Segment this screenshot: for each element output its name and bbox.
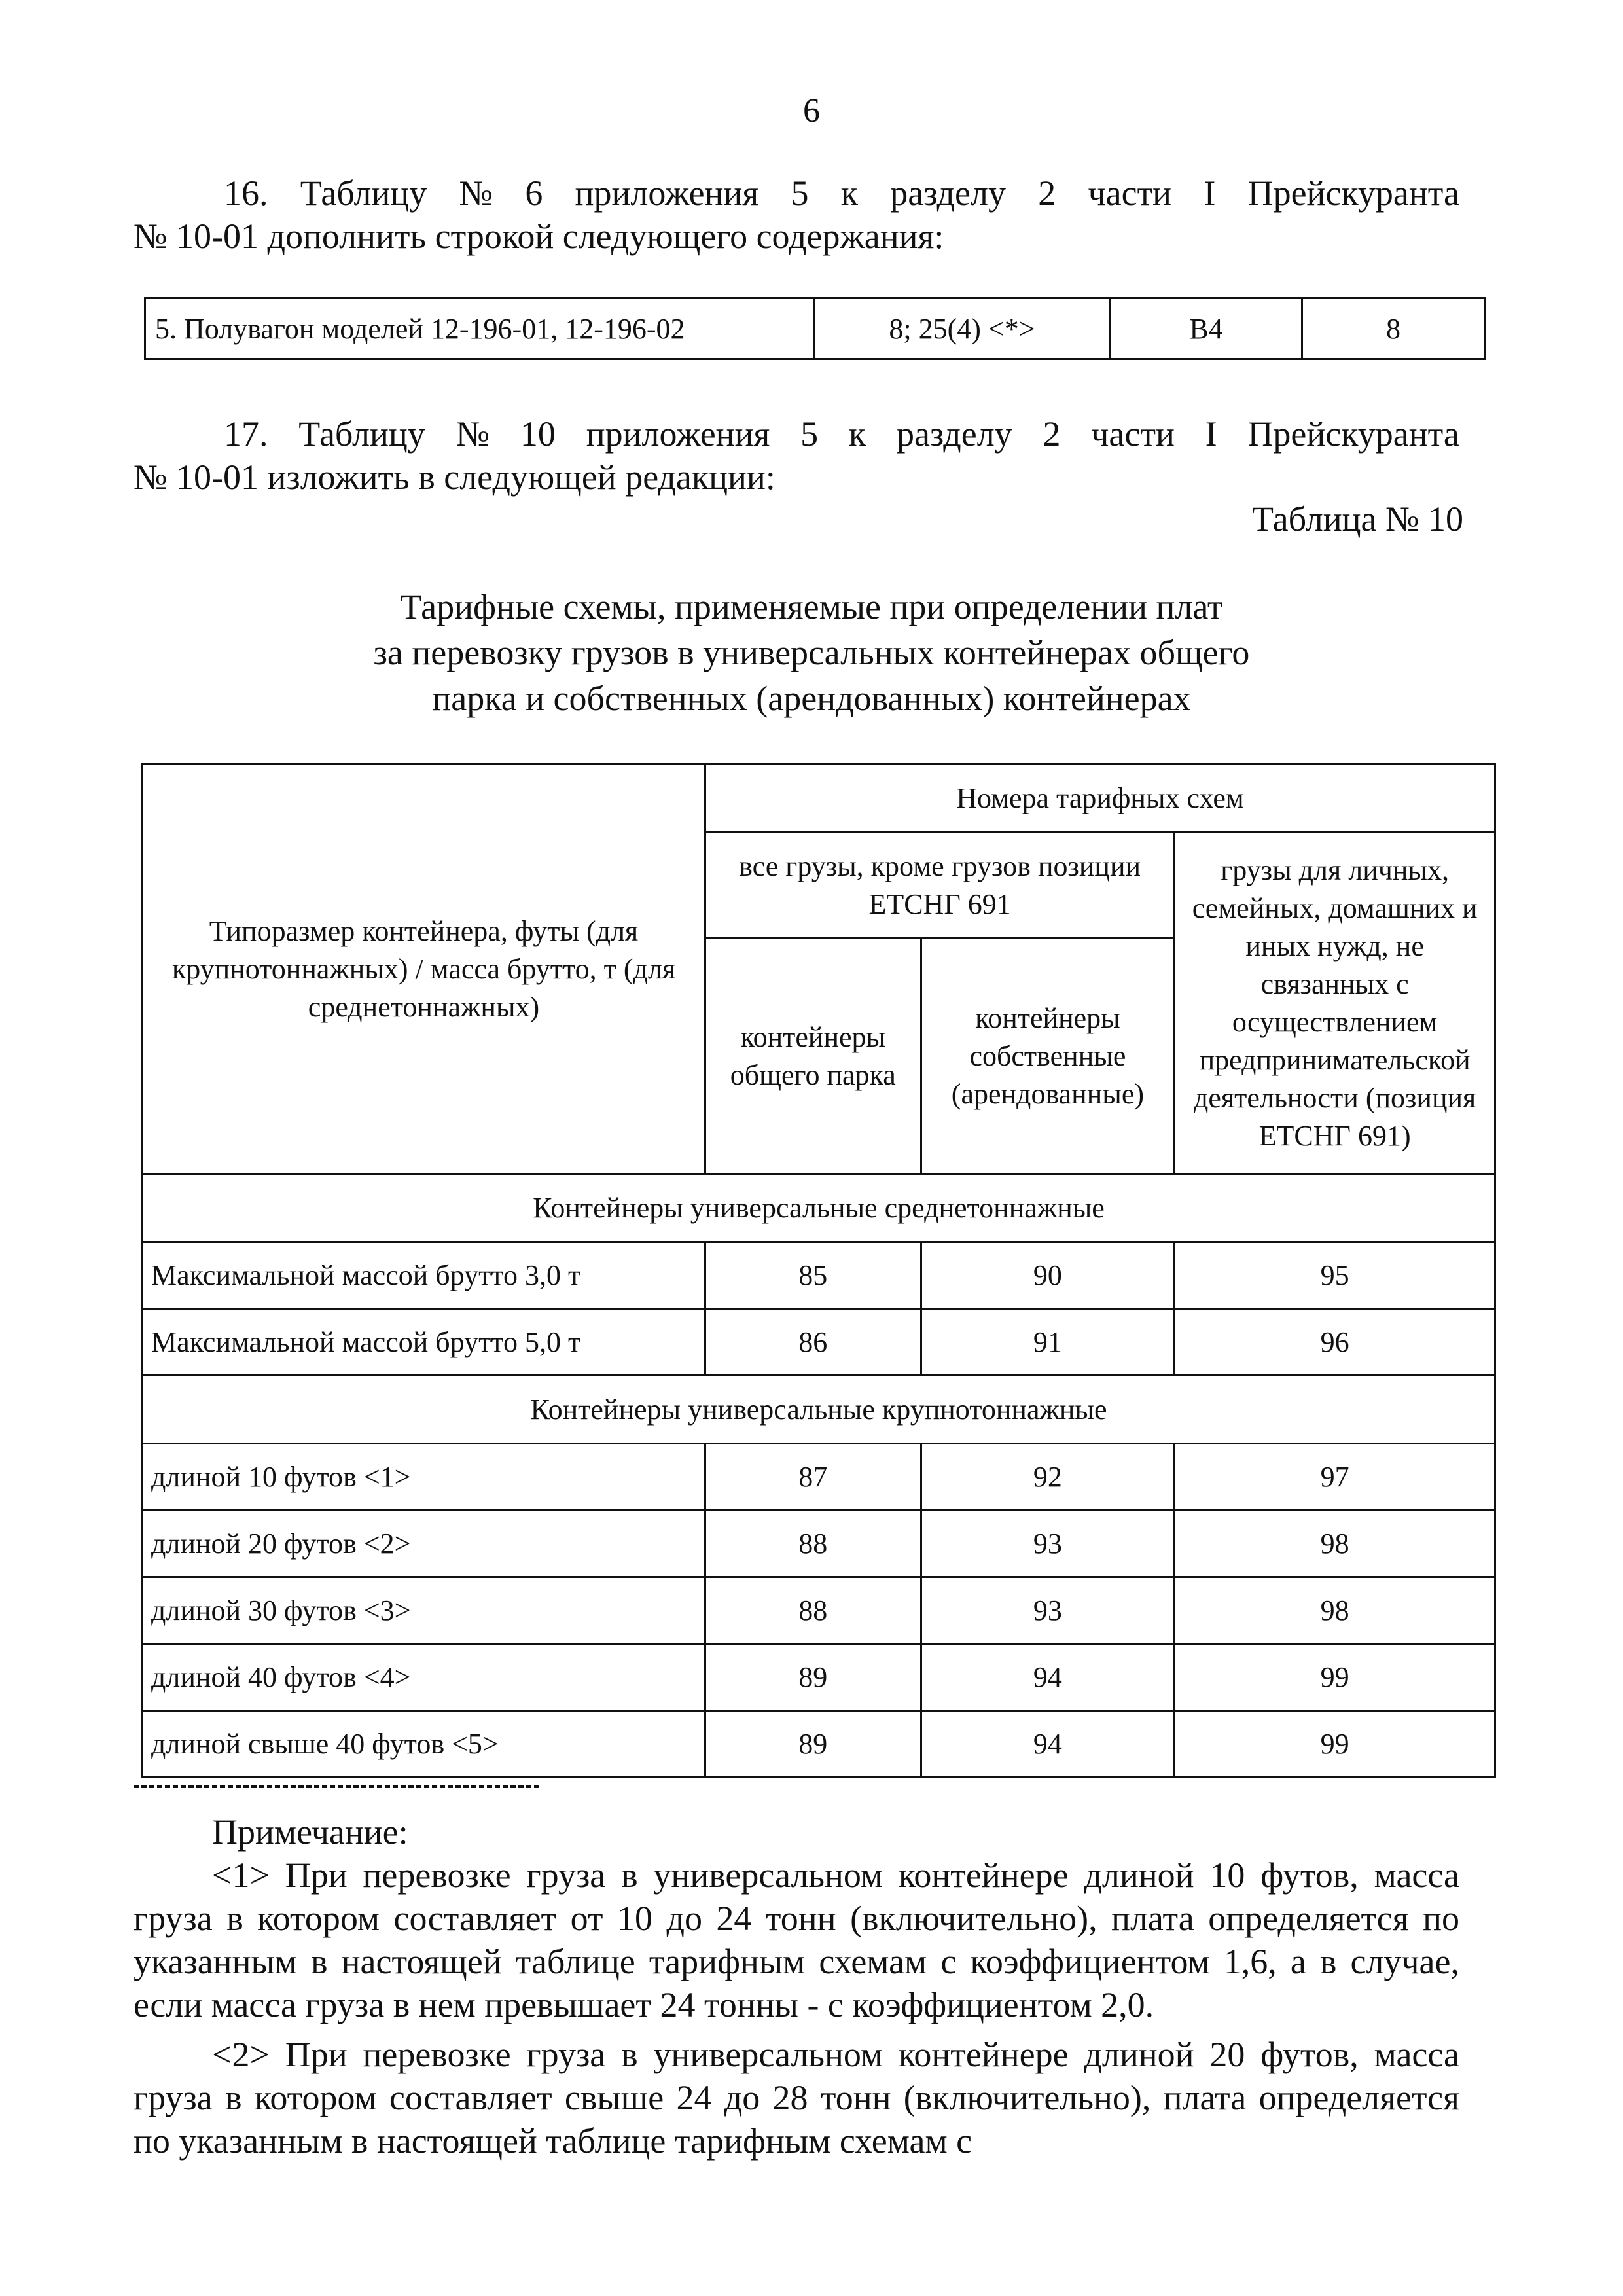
notes-section	[134, 1810, 1459, 2162]
table-row-addition	[144, 297, 1486, 360]
table-row	[143, 1644, 1495, 1711]
table-cell: длиной 40 футов <4>	[143, 1644, 705, 1711]
table-cell: 97	[1175, 1444, 1495, 1511]
table-cell: В4	[1111, 298, 1302, 359]
word: Прейскуранта	[1247, 173, 1459, 213]
table-cell: 85	[705, 1242, 921, 1309]
table-cell: 93	[921, 1511, 1175, 1577]
column-header-scheme-numbers: Номера тарифных схем	[705, 764, 1495, 833]
title-line: Тарифные схемы, применяемые при определении плат	[400, 587, 1223, 626]
word: разделу	[896, 414, 1012, 454]
word: разделу	[890, 173, 1006, 213]
table-row	[143, 1711, 1495, 1778]
word: №	[455, 414, 490, 454]
item-16-line-2: № 10-01 дополнить строкой следующего содержания:	[134, 217, 944, 256]
table-cell: 8	[1302, 298, 1485, 359]
table-cell: 8; 25(4) <*>	[814, 298, 1111, 359]
table-row	[143, 1577, 1495, 1644]
word: 6	[525, 173, 543, 213]
table-cell: длиной 10 футов <1>	[143, 1444, 705, 1511]
word: приложения	[586, 414, 770, 454]
table-row	[143, 1444, 1495, 1511]
table-cell: 92	[921, 1444, 1175, 1511]
note-1: <1> При перевозке груза в универсальном контейнере длиной 10 футов, масса груза в котором составляет от 10 до 24 тонн (включительно), плата определяется по указанным в настоящей таблице тарифным схемам с коэффициентом 1,6, а в случае, если масса груза в нем превышает 24 тонны - с коэффициентом 2,0.	[134, 1856, 1459, 2024]
item-17-line-1	[134, 412, 1459, 456]
column-header-own-leased: контейнеры собственные (арендованные)	[921, 939, 1175, 1174]
title-line: парка и собственных (арендованных) контейнерах	[432, 679, 1191, 718]
column-header-personal-goods: грузы для личных, семейных, домашних и иных нужд, не связанных с осуществлением предпринимательской деятельности (позиция ЕТСНГ 691)	[1175, 833, 1495, 1174]
table-cell: 87	[705, 1444, 921, 1511]
word: Прейскуранта	[1247, 414, 1459, 454]
title-line: за перевозку грузов в универсальных контейнерах общего	[373, 633, 1250, 672]
word: Таблицу	[298, 414, 425, 454]
word: части	[1088, 173, 1172, 213]
table-row	[145, 298, 1485, 359]
word: Таблицу	[300, 173, 427, 213]
table-row	[143, 1242, 1495, 1309]
table-cell: 95	[1175, 1242, 1495, 1309]
footnote-separator	[134, 1785, 539, 1788]
word: 5	[800, 414, 819, 454]
table-label: Таблица № 10	[1252, 499, 1463, 539]
table-cell: 89	[705, 1711, 921, 1778]
table-cell: 98	[1175, 1577, 1495, 1644]
table-cell: 91	[921, 1309, 1175, 1376]
item-17-line-2: № 10-01 изложить в следующей редакции:	[134, 457, 776, 497]
word: 2	[1038, 173, 1056, 213]
word: I	[1205, 414, 1217, 454]
word: 5	[791, 173, 809, 213]
table-cell: длиной 20 футов <2>	[143, 1511, 705, 1577]
word: к	[840, 173, 858, 213]
table-title	[0, 584, 1623, 721]
table-row	[143, 1309, 1495, 1376]
table-cell: 86	[705, 1309, 921, 1376]
column-header-common-park: контейнеры общего парка	[705, 939, 921, 1174]
word: приложения	[575, 173, 759, 213]
word: 2	[1043, 414, 1061, 454]
page-number: 6	[803, 92, 820, 130]
section-medium-tonnage: Контейнеры универсальные среднетоннажные	[143, 1174, 1495, 1242]
table-header-row	[143, 764, 1495, 833]
table-cell: 5. Полувагон моделей 12-196-01, 12-196-02	[145, 298, 814, 359]
note-2: <2> При перевозке груза в универсальном контейнере длиной 20 футов, масса груза в котором составляет свыше 24 до 28 тонн (включительно), плата определяется по указанным в настоящей таблице тарифным схемам с	[134, 2035, 1459, 2161]
table-cell: 89	[705, 1644, 921, 1711]
word: I	[1204, 173, 1216, 213]
section-large-tonnage: Контейнеры универсальные крупнотоннажные	[143, 1376, 1495, 1444]
table-cell: 96	[1175, 1309, 1495, 1376]
table-cell: 88	[705, 1577, 921, 1644]
table-cell: Максимальной массой брутто 5,0 т	[143, 1309, 705, 1376]
table-cell: 99	[1175, 1644, 1495, 1711]
table-cell: 93	[921, 1577, 1175, 1644]
table-cell: Максимальной массой брутто 3,0 т	[143, 1242, 705, 1309]
table-cell: 99	[1175, 1711, 1495, 1778]
item-17-number: 17.	[224, 414, 268, 454]
item-16-paragraph	[134, 171, 1459, 258]
item-16-line-1	[134, 171, 1459, 215]
word: №	[459, 173, 493, 213]
section-row	[143, 1174, 1495, 1242]
item-17-paragraph	[134, 412, 1459, 499]
table-cell: 88	[705, 1511, 921, 1577]
column-header-container-size: Типоразмер контейнера, футы (для крупнотоннажных) / масса брутто, т (для среднетоннажных)	[143, 764, 705, 1174]
table-cell: 94	[921, 1711, 1175, 1778]
word: к	[848, 414, 866, 454]
item-16-number: 16.	[224, 173, 268, 213]
table-cell: длиной 30 футов <3>	[143, 1577, 705, 1644]
table-cell: 98	[1175, 1511, 1495, 1577]
column-header-all-goods: все грузы, кроме грузов позиции ЕТСНГ 691	[705, 833, 1174, 939]
word: 10	[520, 414, 556, 454]
word: части	[1091, 414, 1175, 454]
table-cell: 90	[921, 1242, 1175, 1309]
section-row	[143, 1376, 1495, 1444]
table-cell: 94	[921, 1644, 1175, 1711]
table-row	[143, 1511, 1495, 1577]
notes-heading: Примечание:	[212, 1812, 408, 1852]
table-cell: длиной свыше 40 футов <5>	[143, 1711, 705, 1778]
tariff-schemes-table	[141, 763, 1496, 1778]
